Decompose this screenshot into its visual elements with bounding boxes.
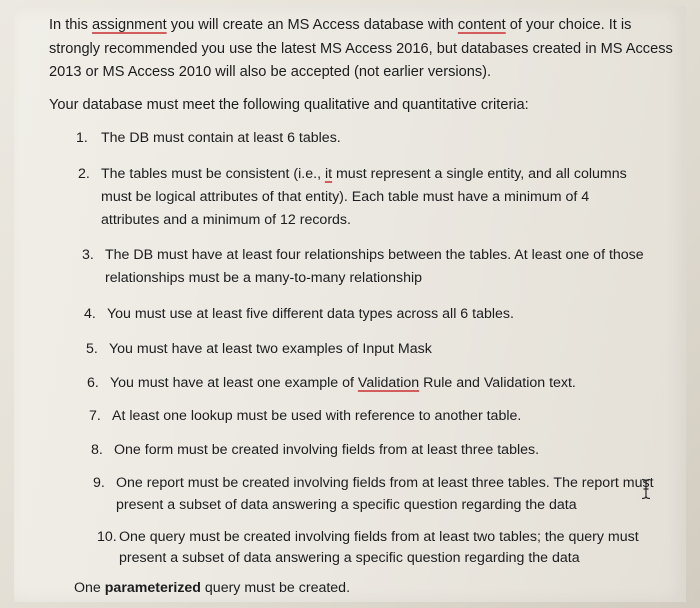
footer-line xyxy=(74,578,350,598)
list-item-2-line-2: must be logical attributes of that entity). Each table must have a minimum of 4 xyxy=(101,189,590,205)
list-item-10 xyxy=(97,527,639,547)
item-text: One report must be created involving fields from at least three tables. The report must xyxy=(116,475,654,491)
intro-line-2: strongly recommended you use the latest MS Access 2016, but databases created in MS Access xyxy=(49,41,673,57)
item-number: 6. xyxy=(87,375,99,391)
intro-word-content: content xyxy=(457,17,506,33)
list-item-4 xyxy=(84,304,514,324)
footer-text: query must be created. xyxy=(200,580,351,596)
item-text: The DB must have at least four relationships between the tables. At least one of those xyxy=(105,247,644,263)
item-number: 3. xyxy=(82,247,94,263)
intro-text: In this xyxy=(49,17,92,33)
item-number: 5. xyxy=(86,341,98,357)
item-number: 1. xyxy=(76,130,88,146)
footer-text: One xyxy=(74,580,105,596)
intro-line-1 xyxy=(49,15,631,35)
item-text: You must use at least five different data types across all 6 tables. xyxy=(107,306,514,322)
item-text: The tables must be consistent (i.e., xyxy=(101,166,325,182)
list-item-9-line-2: present a subset of data answering a specific question regarding the data xyxy=(116,497,577,513)
item-number: 4. xyxy=(84,306,96,322)
list-item-6 xyxy=(87,373,576,393)
list-item-7 xyxy=(89,406,521,426)
item-word-validation: Validation xyxy=(357,375,420,391)
item-text: At least one lookup must be used with reference to another table. xyxy=(112,408,522,424)
list-item-5 xyxy=(86,339,432,359)
list-item-2-line-3: attributes and a minimum of 12 records. xyxy=(101,212,351,228)
item-number: 2. xyxy=(78,166,90,182)
item-text: must represent a single entity, and all columns xyxy=(332,166,627,182)
item-number: 10. xyxy=(97,529,117,545)
item-number: 7. xyxy=(89,408,101,424)
item-text: Rule and Validation text. xyxy=(419,375,576,391)
intro-text: of your choice. It is xyxy=(505,17,632,33)
item-number: 9. xyxy=(93,475,105,491)
item-text: One form must be created involving fields from at least three tables. xyxy=(114,442,540,458)
list-item-9 xyxy=(93,473,654,493)
criteria-heading: Your database must meet the following qualitative and quantitative criteria: xyxy=(49,97,529,113)
list-item-2 xyxy=(78,164,627,184)
list-item-8 xyxy=(91,440,539,460)
intro-word-assignment: assignment xyxy=(92,17,167,33)
item-text: You must have at least two examples of Input Mask xyxy=(109,341,432,357)
list-item-10-line-2: present a subset of data answering a specific question regarding the data xyxy=(119,550,580,566)
item-text: The DB must contain at least 6 tables. xyxy=(101,130,341,146)
text-cursor-icon xyxy=(640,478,652,500)
intro-text: you will create an MS Access database with xyxy=(166,17,458,33)
item-text: One query must be created involving fields from at least two tables; the query must xyxy=(119,529,639,545)
item-word-it: it xyxy=(324,166,333,182)
item-text: You must have at least one example of xyxy=(110,375,358,391)
intro-line-3: 2013 or MS Access 2010 will also be accepted (not earlier versions). xyxy=(49,64,492,80)
list-item-3-line-2: relationships must be a many-to-many relationship xyxy=(105,270,423,286)
list-item-1 xyxy=(76,128,341,148)
list-item-3 xyxy=(82,245,644,265)
footer-bold-word: parameterized xyxy=(104,580,201,596)
item-number: 8. xyxy=(91,442,103,458)
